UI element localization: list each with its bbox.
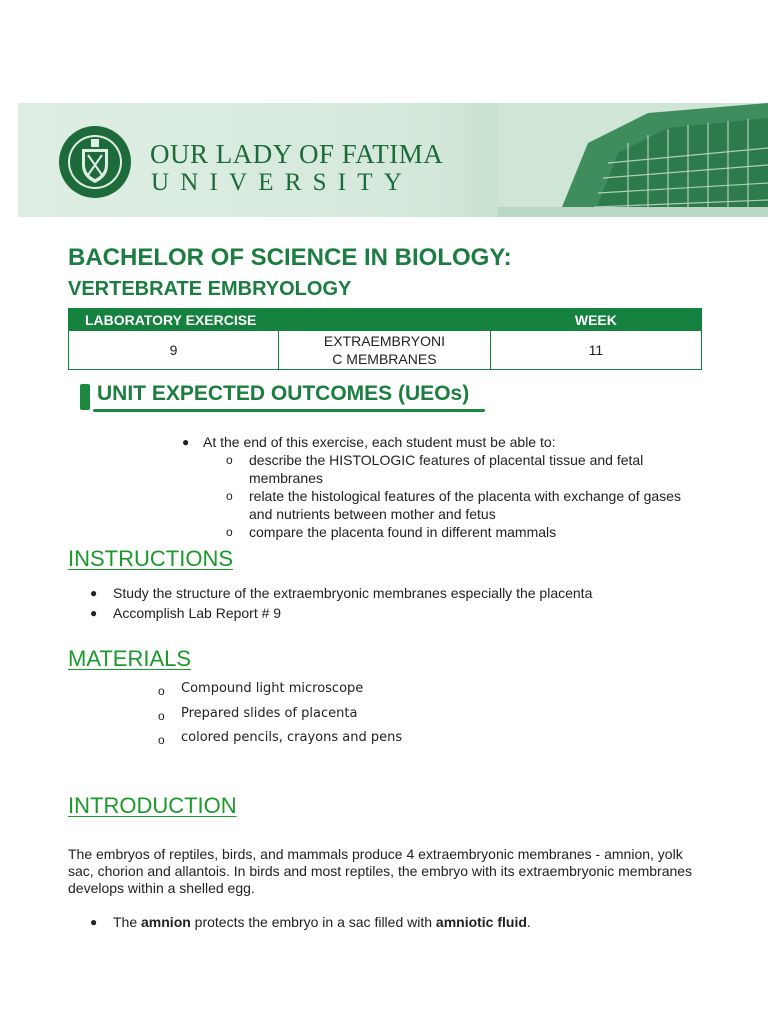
ueo-item-1-line2: membranes [249, 470, 323, 486]
amnion-text-pre: The [113, 914, 142, 930]
exercise-topic-cell [279, 331, 491, 370]
ueo-underline [93, 409, 485, 412]
university-name-line1: OUR LADY OF FATIMA [150, 139, 444, 169]
instruction-item-2: Accomplish Lab Report # 9 [113, 605, 282, 621]
material-item-3: colored pencils, crayons and pens [181, 730, 403, 745]
university-name-line2: UNIVERSITY [151, 169, 413, 196]
exercise-number-cell: 9 [69, 331, 279, 370]
ueo-item-1-line1: describe the HISTOLOGIC features of placental tissue and fetal [249, 452, 644, 468]
materials-heading: MATERIALS [68, 646, 192, 671]
topic-line1: EXTRAEMBRYONI [323, 333, 445, 349]
ueo-item-2-line2: and nutrients between mother and fetus [249, 506, 496, 522]
table-row [69, 331, 702, 370]
amniotic-fluid-term: amniotic fluid [435, 914, 527, 930]
table-header-row [69, 309, 702, 331]
circle-bullet-icon: o [226, 489, 233, 503]
topic-line2: C MEMBRANES [332, 351, 437, 367]
material-item-1: Compound light microscope [181, 681, 364, 696]
circle-bullet-icon: o [158, 733, 165, 747]
introduction-heading: INTRODUCTION [68, 793, 237, 818]
amnion-text-mid: protects the embryo in a sac filled with [190, 914, 436, 930]
ueo-item-2-line1: relate the histological features of the placenta with exchange of gases [249, 488, 681, 504]
amnion-bullet-text [113, 913, 531, 931]
bullet-icon: ● [90, 606, 98, 620]
header-week: WEEK [490, 309, 701, 331]
week-cell: 11 [490, 331, 701, 370]
ueo-intro: At the end of this exercise, each student must be able to: [203, 434, 556, 450]
amnion-text-post: . [526, 914, 531, 930]
instructions-heading: INSTRUCTIONS [68, 546, 233, 571]
ueo-accent-bar [80, 384, 90, 410]
ueo-heading-text: UNIT EXPECTED OUTCOMES (UEOs) [97, 382, 470, 405]
circle-bullet-icon: o [158, 684, 165, 698]
circle-bullet-icon: o [226, 525, 233, 539]
circle-bullet-icon: o [158, 709, 165, 723]
bullet-icon: ● [90, 915, 98, 929]
material-item-2: Prepared slides of placenta [181, 706, 358, 721]
university-banner [18, 103, 768, 217]
bullet-icon: ● [90, 586, 98, 600]
program-title: BACHELOR OF SCIENCE IN BIOLOGY: [68, 244, 512, 271]
bullet-icon: ● [182, 435, 190, 449]
ueo-item-3-line1: compare the placenta found in different mammals [249, 524, 557, 540]
building-image [498, 103, 768, 217]
amnion-term: amnion [141, 914, 191, 930]
lab-exercise-table [68, 308, 702, 370]
course-title: VERTEBRATE EMBRYOLOGY [68, 278, 352, 300]
header-laboratory-exercise: LABORATORY EXERCISE [69, 309, 491, 331]
introduction-paragraph: The embryos of reptiles, birds, and mammals produce 4 extraembryonic membranes - amnion, yolk sac, chorion and allantois. In birds and most reptiles, the embryo with its extraembryonic membranes develops within a shelled egg. [68, 846, 693, 896]
instruction-item-1: Study the structure of the extraembryonic membranes especially the placenta [113, 585, 593, 601]
circle-bullet-icon: o [226, 453, 233, 467]
university-seal-icon [58, 125, 132, 199]
